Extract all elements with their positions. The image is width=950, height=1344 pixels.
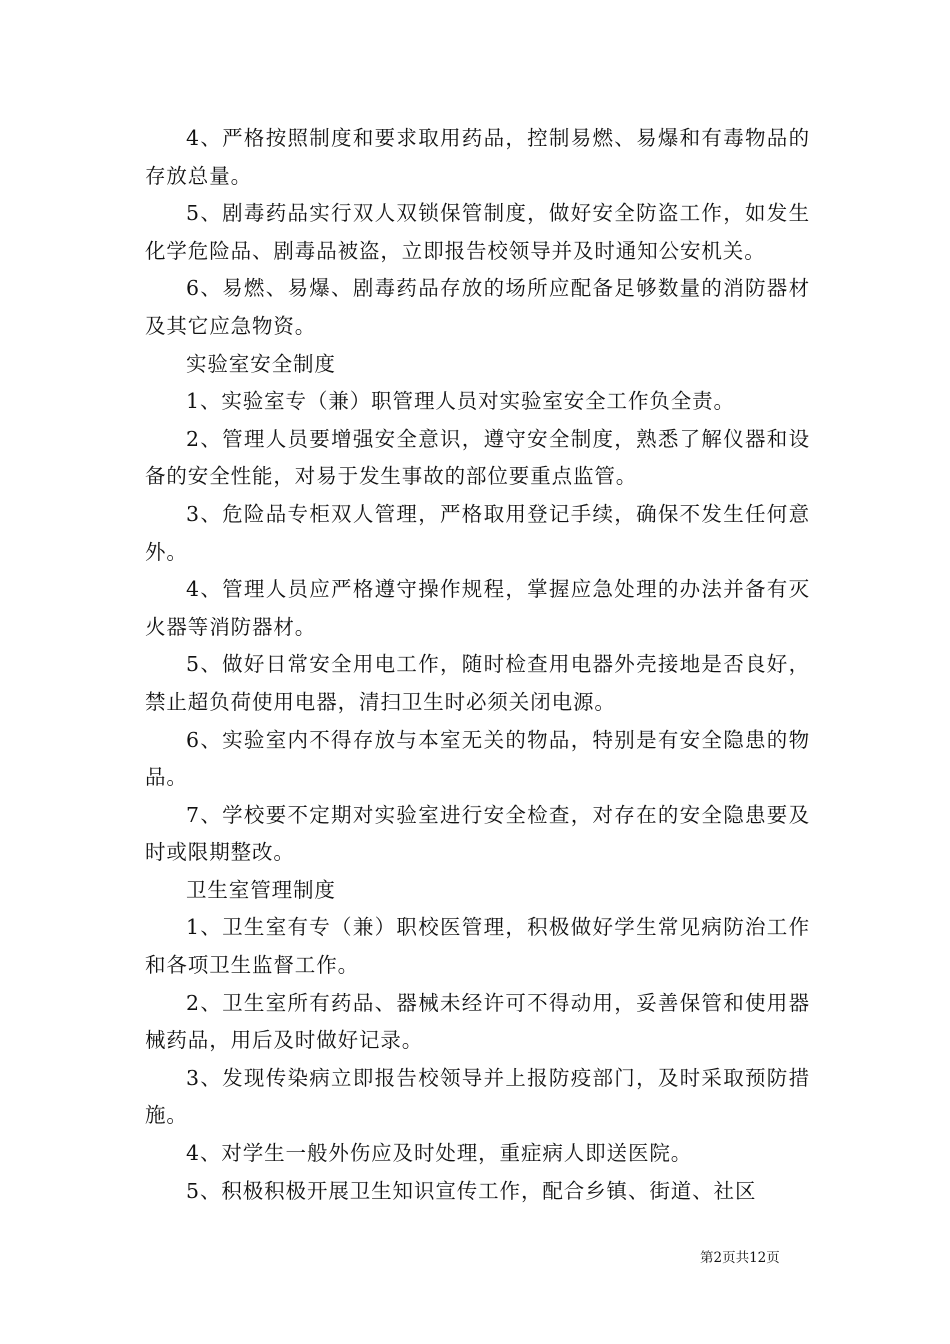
paragraph: 5、剧毒药品实行双人双锁保管制度，做好安全防盗工作，如发生化学危险品、剧毒品被盗，立即报告校领导并及时通知公安机关。 <box>145 201 810 263</box>
paragraph: 4、对学生一般外伤应及时处理，重症病人即送医院。 <box>186 1141 693 1166</box>
paragraph: 1、卫生室有专（兼）职校医管理，积极做好学生常见病防治工作和各项卫生监督工作。 <box>145 915 810 978</box>
paragraph: 4、严格按照制度和要求取用药品，控制易燃、易爆和有毒物品的存放总量。 <box>145 126 810 188</box>
paragraph: 4、管理人员应严格遵守操作规程，掌握应急处理的办法并备有灭火器等消防器材。 <box>145 577 810 639</box>
paragraph: 5、积极积极开展卫生知识宣传工作，配合乡镇、街道、社区 <box>186 1178 757 1203</box>
page-number-footer: 第2页共12页 <box>700 1250 780 1266</box>
paragraph: 3、发现传染病立即报告校领导并上报防疫部门，及时采取预防措施。 <box>145 1065 810 1128</box>
paragraph: 6、易燃、易爆、剧毒药品存放的场所应配备足够数量的消防器材及其它应急物资。 <box>145 276 810 338</box>
section-heading: 实验室安全制度 <box>186 351 336 376</box>
document-body <box>145 120 810 1210</box>
paragraph: 6、实验室内不得存放与本室无关的物品，特别是有安全隐患的物品。 <box>145 727 810 790</box>
paragraph: 2、卫生室所有药品、器械未经许可不得动用，妥善保管和使用器械药品，用后及时做好记录。 <box>145 990 810 1053</box>
paragraph: 3、危险品专柜双人管理，严格取用登记手续，确保不发生任何意外。 <box>145 501 810 564</box>
paragraph: 2、管理人员要增强安全意识，遵守安全制度，熟悉了解仪器和设备的安全性能，对易于发生事故的部位要重点监管。 <box>145 426 810 489</box>
paragraph: 5、做好日常安全用电工作，随时检查用电器外壳接地是否良好，禁止超负荷使用电器，清扫卫生时必须关闭电源。 <box>145 652 810 714</box>
paragraph: 1、实验室专（兼）职管理人员对实验室安全工作负全责。 <box>186 389 735 414</box>
section-heading: 卫生室管理制度 <box>186 877 336 902</box>
paragraph: 7、学校要不定期对实验室进行安全检查，对存在的安全隐患要及时或限期整改。 <box>145 802 810 865</box>
